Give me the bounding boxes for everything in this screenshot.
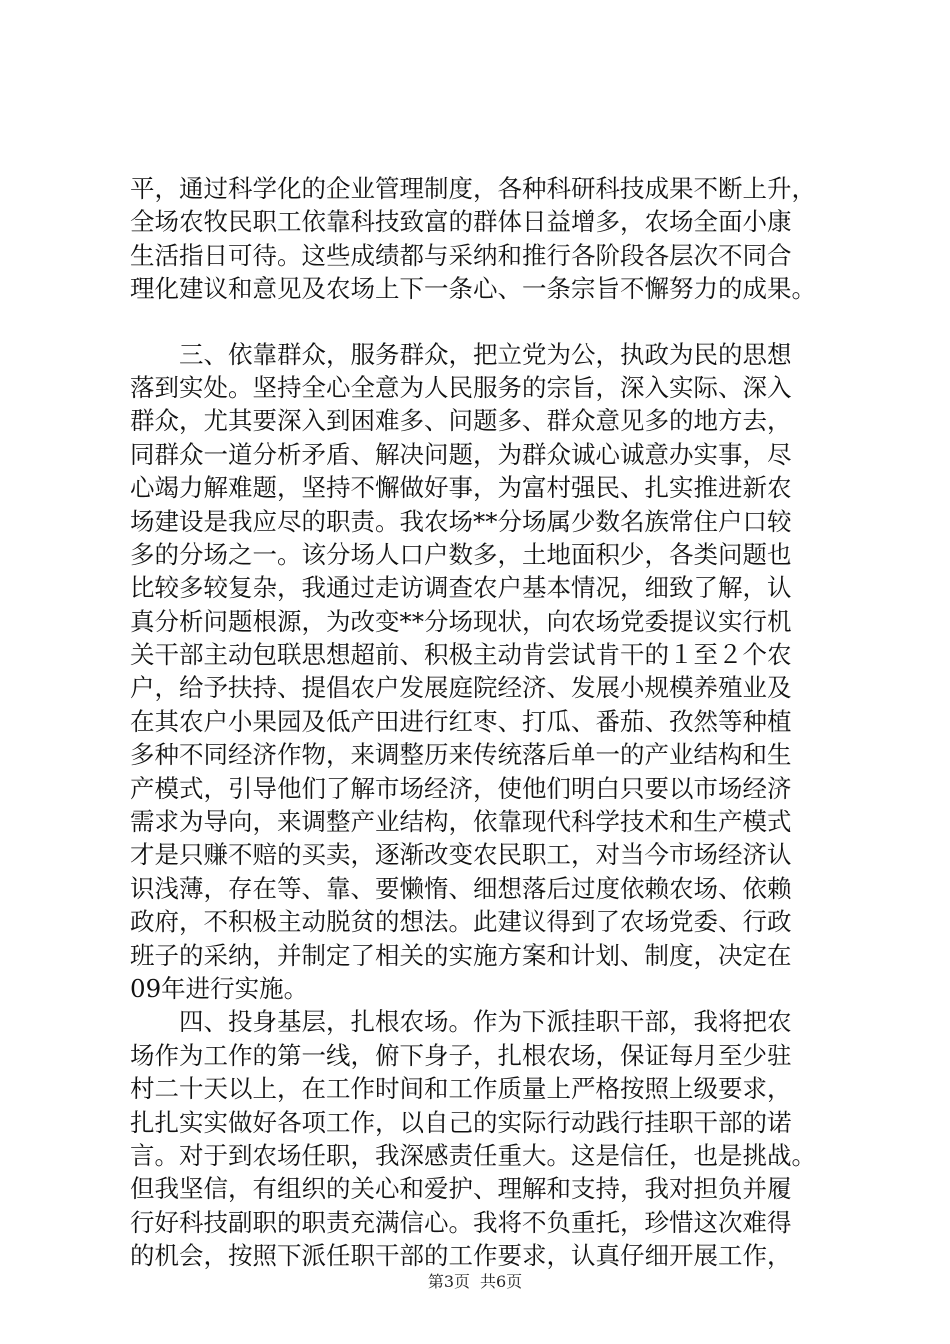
text-line: 场建设是我应尽的职责。我农场**分场属少数名族常住户口较 <box>130 506 792 536</box>
text-line: 全场农牧民职工依靠科技致富的群体日益增多，农场全面小康 <box>130 207 792 237</box>
text-line: 09年进行实施。 <box>130 973 309 1003</box>
text-line: 平，通过科学化的企业管理制度，各种科研科技成果不断上升， <box>130 174 816 203</box>
text-line: 的机会，按照下派任职干部的工作要求，认真仔细开展工作， <box>130 1241 792 1271</box>
text-line: 需求为导向，来调整产业结构，依靠现代科学技术和生产模式 <box>130 807 792 837</box>
text-line: 生活指日可待。这些成绩都与采纳和推行各阶段各层次不同合 <box>130 240 792 270</box>
text-line: 四、投身基层，扎根农场。作为下派挂职干部，我将把农 <box>130 1007 792 1037</box>
text-line: 产模式，引导他们了解市场经济，使他们明白只要以市场经济 <box>130 773 792 803</box>
text-line: 扎扎实实做好各项工作，以自己的实际行动践行挂职干部的诺 <box>130 1107 792 1137</box>
text-line: 政府，不积极主动脱贫的想法。此建议得到了农场党委、行政 <box>130 907 792 937</box>
text-line: 在其农户小果园及低产田进行红枣、打瓜、番茄、孜然等种植 <box>130 706 792 736</box>
page-number: 第3页 <box>427 1272 470 1291</box>
page-total: 共6页 <box>480 1272 523 1291</box>
text-line: 班子的采纳，并制定了相关的实施方案和计划、制度，决定在 <box>130 940 792 970</box>
text-line: 但我坚信，有组织的关心和爱护、理解和支持，我对担负并履 <box>130 1174 792 1204</box>
text-line: 村二十天以上，在工作时间和工作质量上严格按照上级要求， <box>130 1074 792 1104</box>
text-line: 同群众一道分析矛盾、解决问题，为群众诚心诚意办实事，尽 <box>130 439 792 469</box>
page-footer <box>0 1272 950 1292</box>
text-line: 真分析问题根源，为改变**分场现状，向农场党委提议实行机 <box>130 606 792 636</box>
text-line: 识浅薄，存在等、靠、要懒惰、细想落后过度依赖农场、依赖 <box>130 873 792 903</box>
text-line: 才是只赚不赔的买卖，逐渐改变农民职工，对当今市场经济认 <box>130 840 792 870</box>
text-line: 行好科技副职的职责充满信心。我将不负重托，珍惜这次难得 <box>130 1207 792 1237</box>
text-line: 言。对于到农场任职，我深感责任重大。这是信任，也是挑战。 <box>130 1140 816 1170</box>
text-line: 多种不同经济作物，来调整历来传统落后单一的产业结构和生 <box>130 740 792 770</box>
text-line: 比较多较复杂，我通过走访调查农户基本情况，细致了解，认 <box>130 573 792 603</box>
text-line: 户，给予扶持、提倡农户发展庭院经济、发展小规模养殖业及 <box>130 673 792 703</box>
body-text <box>130 172 830 1273</box>
text-line: 场作为工作的第一线，俯下身子，扎根农场，保证每月至少驻 <box>130 1040 792 1070</box>
paragraph-gap <box>130 306 830 338</box>
text-line: 三、依靠群众，服务群众，把立党为公，执政为民的思想 <box>130 339 792 369</box>
text-line: 落到实处。坚持全心全意为人民服务的宗旨，深入实际、深入 <box>130 372 792 402</box>
text-line: 关干部主动包联思想超前、积极主动肯尝试肯干的１至２个农 <box>130 640 792 670</box>
text-line: 群众，尤其要深入到困难多、问题多、群众意见多的地方去， <box>130 406 792 436</box>
text-line: 多的分场之一。该分场人口户数多，土地面积少，各类问题也 <box>130 539 792 569</box>
text-line: 心竭力解难题，坚持不懈做好事，为富村强民、扎实推进新农 <box>130 473 792 503</box>
text-line: 理化建议和意见及农场上下一条心、一条宗旨不懈努力的成果。 <box>130 274 816 304</box>
